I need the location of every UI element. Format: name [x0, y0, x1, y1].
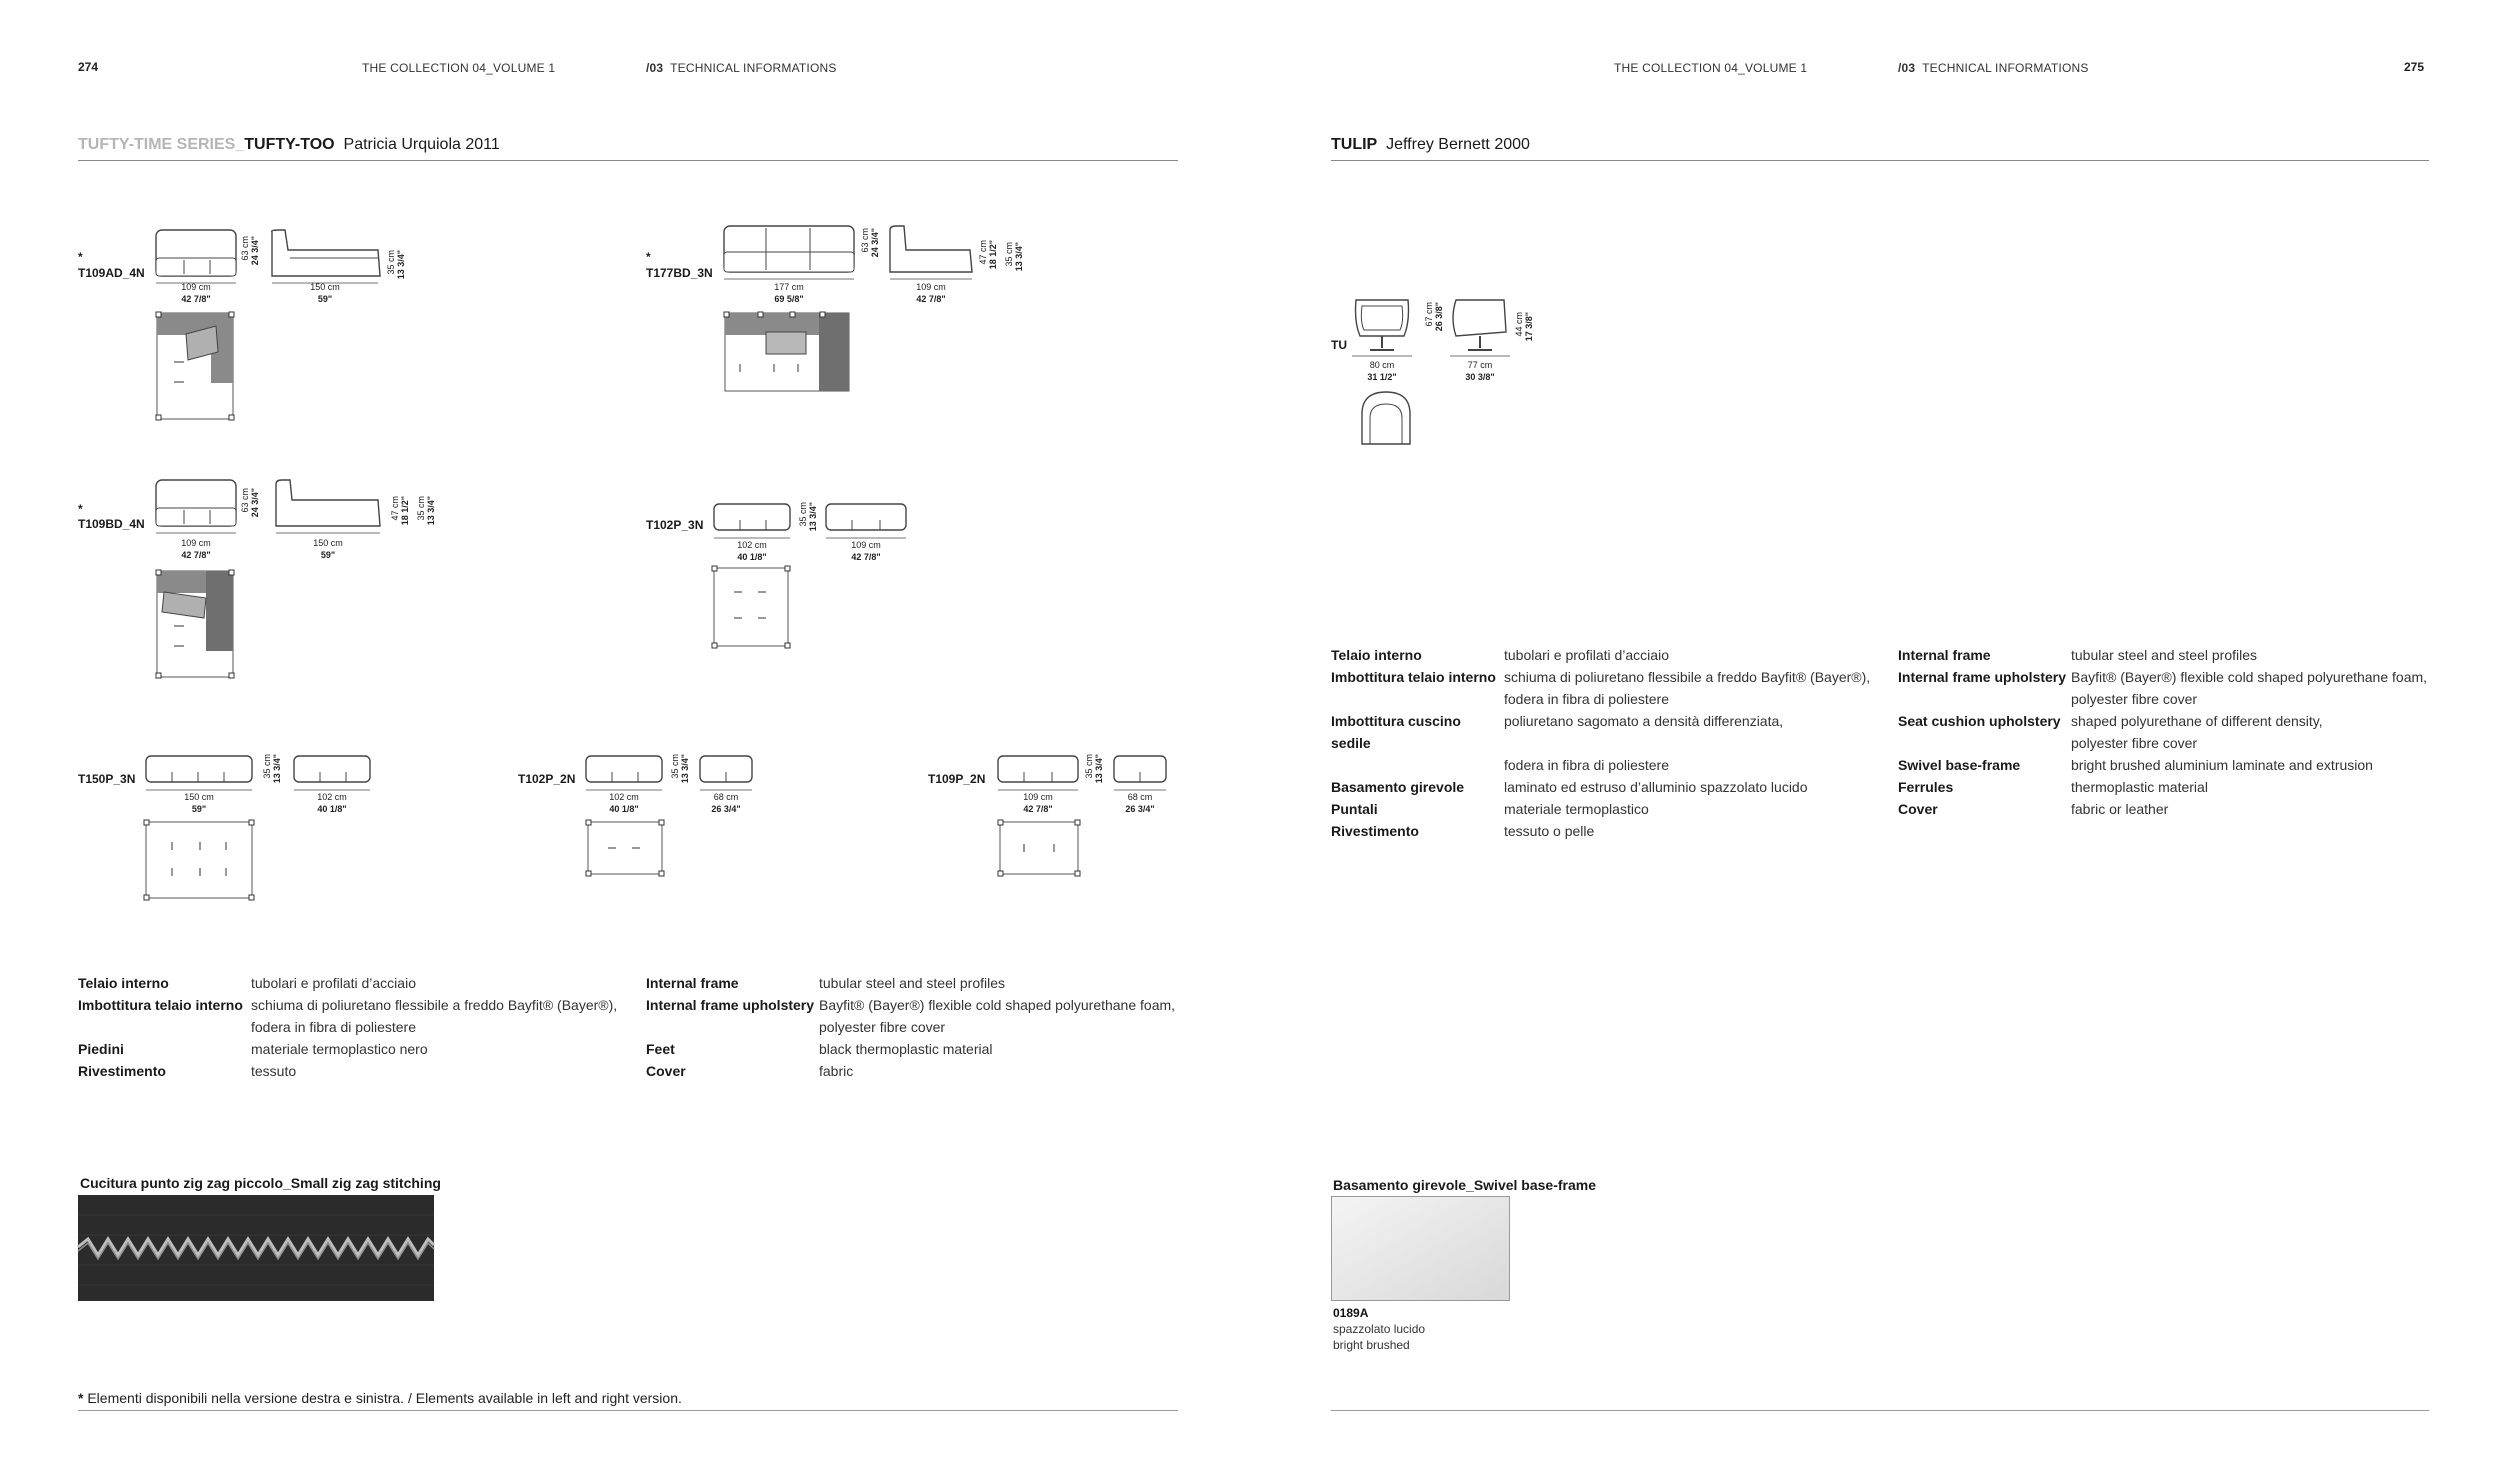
series-name: TUFTY-TIME SERIES_ [78, 136, 245, 153]
dim-seat-height: 44 cm [1514, 312, 1524, 337]
spec-value: tubolari e profilati d’acciaio [1504, 647, 1669, 663]
spec-key: Ferrules [1898, 779, 1954, 795]
dim-seat-height-inch: 13 3/4" [396, 250, 406, 280]
section-name: TECHNICAL INFORMATIONS [670, 61, 837, 75]
section-number: /03 [1898, 61, 1916, 75]
dim-height: 35 cm [798, 502, 808, 527]
collection-label-right: THE COLLECTION 04_VOLUME 1 [1614, 61, 1808, 75]
page-number-right: 275 [2404, 60, 2425, 74]
spec-key: Rivestimento [1331, 823, 1419, 839]
spec-value: black thermoplastic material [819, 1041, 993, 1057]
spec-value: tubolari e profilati d’acciaio [251, 975, 416, 991]
plan-drawing [156, 312, 236, 422]
dim-depth-inch: 59" [320, 550, 336, 560]
dim-height: 63 cm [860, 228, 870, 253]
plan-drawing [586, 820, 666, 876]
plan-drawing [144, 820, 256, 900]
elevation-drawing [150, 478, 420, 538]
dim-width-inch: 42 7/8" [1023, 804, 1053, 814]
spec-key: Internal frame [646, 975, 739, 991]
dim-width: 109 cm [1023, 792, 1053, 802]
product-code: TU [1331, 338, 1347, 352]
dim-height-inch: 13 3/4" [272, 754, 282, 784]
dim-width-inch: 42 7/8" [181, 550, 211, 560]
dim-width-inch: 42 7/8" [181, 294, 211, 304]
dim-height-inch: 24 3/4" [250, 236, 260, 266]
plan-drawing [712, 566, 792, 648]
dim-width: 177 cm [774, 282, 804, 292]
spec-key: Seat cushion upholstery [1898, 713, 2061, 729]
spec-value: schiuma di poliuretano flessibile a freddo Bayfit® (Bayer®), [1504, 669, 1871, 685]
product-code: T102P_3N [646, 518, 704, 532]
variant-star: * [646, 250, 651, 264]
spec-key [1898, 732, 2071, 754]
spec-key: Cover [646, 1063, 686, 1079]
dim-depth: 68 cm [713, 792, 739, 802]
spec-value: polyester fibre cover [2071, 691, 2198, 707]
dim-seat-height: 35 cm [1004, 242, 1014, 267]
dim-depth: 68 cm [1127, 792, 1153, 802]
dim-width: 109 cm [181, 538, 211, 548]
dim-depth: 77 cm [1467, 360, 1493, 370]
dim-seat-height: 35 cm [386, 250, 396, 275]
spec-value: tessuto [251, 1063, 297, 1079]
dim-seat-height-inch: 13 3/4" [426, 496, 436, 526]
dim-height-inch: 24 3/4" [870, 228, 880, 258]
spec-key: Telaio interno [1331, 647, 1422, 663]
dim-depth-inch: 26 3/4" [1125, 804, 1155, 814]
designer-name: Patricia Urquiola 2011 [343, 136, 500, 153]
variant-star: * [78, 250, 83, 264]
dim-height: 35 cm [670, 754, 680, 779]
spec-key [1898, 688, 2071, 710]
bottom-rule-right [1331, 1410, 2429, 1411]
spec-key: Rivestimento [78, 1063, 166, 1079]
dim-height: 35 cm [262, 754, 272, 779]
dim-width-inch: 59" [191, 804, 207, 814]
product-code: T177BD_3N [646, 266, 713, 280]
bottom-rule-left [78, 1410, 1178, 1411]
dim-depth-inch: 40 1/8" [317, 804, 347, 814]
spec-value: poliuretano sagomato a densità differenziata, [1504, 713, 1784, 729]
product-code: T109BD_4N [78, 517, 145, 531]
dim-depth-inch: 26 3/4" [711, 804, 741, 814]
spec-value: fabric or leather [2071, 801, 2169, 817]
dim-width: 150 cm [184, 792, 214, 802]
swatch-finish-italian: spazzolato lucido [1333, 1322, 1426, 1336]
spec-value: materiale termoplastico [1504, 801, 1649, 817]
spec-key [1331, 754, 1504, 776]
dim-depth-inch: 30 3/8" [1465, 372, 1495, 382]
dim-height: 63 cm [240, 236, 250, 261]
page-title-left [78, 136, 1178, 161]
spec-key: Imbottitura telaio interno [78, 997, 243, 1013]
brushed-aluminium-swatch [1331, 1196, 1511, 1302]
spec-key: Cover [1898, 801, 1938, 817]
dim-width-inch: 40 1/8" [737, 552, 767, 562]
section-label-right [1898, 61, 2089, 75]
specs-english-left [646, 972, 1175, 1082]
spec-key [1331, 688, 1504, 710]
spec-value: materiale termoplastico nero [251, 1041, 428, 1057]
specs-italian-right [1331, 644, 1870, 842]
spec-value: tubular steel and steel profiles [819, 975, 1005, 991]
dim-width-inch: 31 1/2" [1367, 372, 1397, 382]
spec-value: fodera in fibra di poliestere [251, 1019, 416, 1035]
spec-value: fodera in fibra di poliestere [1504, 691, 1669, 707]
dim-height: 35 cm [1084, 754, 1094, 779]
swatch-caption-left: Cucitura punto zig zag piccolo_Small zig zag stitching [80, 1175, 441, 1191]
zigzag-stitch-swatch [78, 1195, 434, 1301]
plan-drawing [724, 312, 852, 394]
footnote-star: * [78, 1390, 84, 1406]
collection-label-left: THE COLLECTION 04_VOLUME 1 [362, 61, 556, 75]
dim-depth-inch: 42 7/8" [916, 294, 946, 304]
dim-arm-height: 47 cm [978, 240, 988, 265]
plan-drawing [156, 570, 236, 680]
spec-key: Imbottitura cuscino sedile [1331, 713, 1461, 751]
swatch-finish-english: bright brushed [1333, 1338, 1410, 1352]
section-label-left [646, 61, 837, 75]
variant-star: * [78, 502, 83, 516]
dim-depth-inch: 42 7/8" [851, 552, 881, 562]
plan-drawing [1356, 390, 1416, 448]
section-name: TECHNICAL INFORMATIONS [1922, 61, 2089, 75]
spec-key [78, 1016, 251, 1038]
dim-depth-inch: 59" [317, 294, 333, 304]
dim-height-inch: 24 3/4" [250, 488, 260, 518]
dim-depth: 109 cm [851, 540, 881, 550]
product-code: T109P_2N [928, 772, 986, 786]
dim-height-inch: 13 3/4" [1094, 754, 1104, 784]
dim-width-inch: 69 5/8" [774, 294, 804, 304]
spec-value: shaped polyurethane of different density, [2071, 713, 2323, 729]
page-number-left: 274 [78, 60, 99, 74]
model-name: TUFTY-TOO [244, 136, 335, 153]
spec-key: Basamento girevole [1331, 779, 1465, 795]
spec-key: Puntali [1331, 801, 1378, 817]
spec-key: Telaio interno [78, 975, 169, 991]
spec-key [646, 1016, 819, 1038]
dim-depth: 109 cm [916, 282, 946, 292]
footnote-text: Elementi disponibili nella versione destra e sinistra. / Elements available in left and right version. [87, 1390, 682, 1406]
spec-key: Internal frame [1898, 647, 1991, 663]
specs-italian-left [78, 972, 617, 1082]
spec-value: schiuma di poliuretano flessibile a freddo Bayfit® (Bayer®), [251, 997, 618, 1013]
swatch-code: 0189A [1333, 1306, 1369, 1320]
swatch-caption-right: Basamento girevole_Swivel base-frame [1333, 1177, 1597, 1193]
dim-height-inch: 26 3/8" [1434, 302, 1444, 332]
spec-value: polyester fibre cover [819, 1019, 946, 1035]
page-title-right [1331, 136, 2429, 161]
spec-value: polyester fibre cover [2071, 735, 2198, 751]
spec-key: Internal frame upholstery [1898, 669, 2067, 685]
product-code: T102P_2N [518, 772, 576, 786]
spec-key: Imbottitura telaio interno [1331, 669, 1496, 685]
dim-depth: 150 cm [310, 282, 340, 292]
spec-key: Piedini [78, 1041, 124, 1057]
specs-english-right [1898, 644, 2427, 820]
dim-height: 63 cm [240, 488, 250, 513]
dim-width-inch: 40 1/8" [609, 804, 639, 814]
dim-depth: 150 cm [313, 538, 343, 548]
spec-value: thermoplastic material [2071, 779, 2208, 795]
dim-width: 102 cm [609, 792, 639, 802]
spec-value: tessuto o pelle [1504, 823, 1595, 839]
dim-depth: 102 cm [317, 792, 347, 802]
spec-key: Internal frame upholstery [646, 997, 815, 1013]
spec-value: fabric [819, 1063, 854, 1079]
dim-height-inch: 13 3/4" [808, 502, 818, 532]
dim-height-inch: 13 3/4" [680, 754, 690, 784]
dim-width: 102 cm [737, 540, 767, 550]
elevation-drawing [150, 228, 420, 288]
product-code: T150P_3N [78, 772, 136, 786]
dim-height: 67 cm [1424, 302, 1434, 327]
spec-key: Swivel base-frame [1898, 757, 2021, 773]
plan-drawing [998, 820, 1082, 876]
dim-arm-height-inch: 18 1/2" [988, 240, 998, 270]
spec-key: Feet [646, 1041, 675, 1057]
product-code: T109AD_4N [78, 266, 145, 280]
designer-name: Jeffrey Bernett 2000 [1386, 136, 1530, 153]
section-number: /03 [646, 61, 664, 75]
dim-seat-height: 35 cm [416, 496, 426, 521]
spec-value: tubular steel and steel profiles [2071, 647, 2257, 663]
footnote [78, 1390, 682, 1406]
spec-value: fodera in fibra di poliestere [1504, 757, 1669, 773]
dim-seat-height-inch: 17 3/8" [1524, 312, 1534, 342]
model-name: TULIP [1331, 136, 1378, 153]
dim-arm-height-inch: 18 1/2" [400, 496, 410, 526]
spec-value: laminato ed estruso d’alluminio spazzolato lucido [1504, 779, 1808, 795]
dim-arm-height: 47 cm [390, 496, 400, 521]
spec-value: Bayfit® (Bayer®) flexible cold shaped polyurethane foam, [2071, 669, 2428, 685]
dim-width: 80 cm [1369, 360, 1395, 370]
spec-value: bright brushed aluminium laminate and extrusion [2071, 757, 2373, 773]
dim-width: 109 cm [181, 282, 211, 292]
dim-seat-height-inch: 13 3/4" [1014, 242, 1024, 272]
spec-value: Bayfit® (Bayer®) flexible cold shaped polyurethane foam, [819, 997, 1176, 1013]
